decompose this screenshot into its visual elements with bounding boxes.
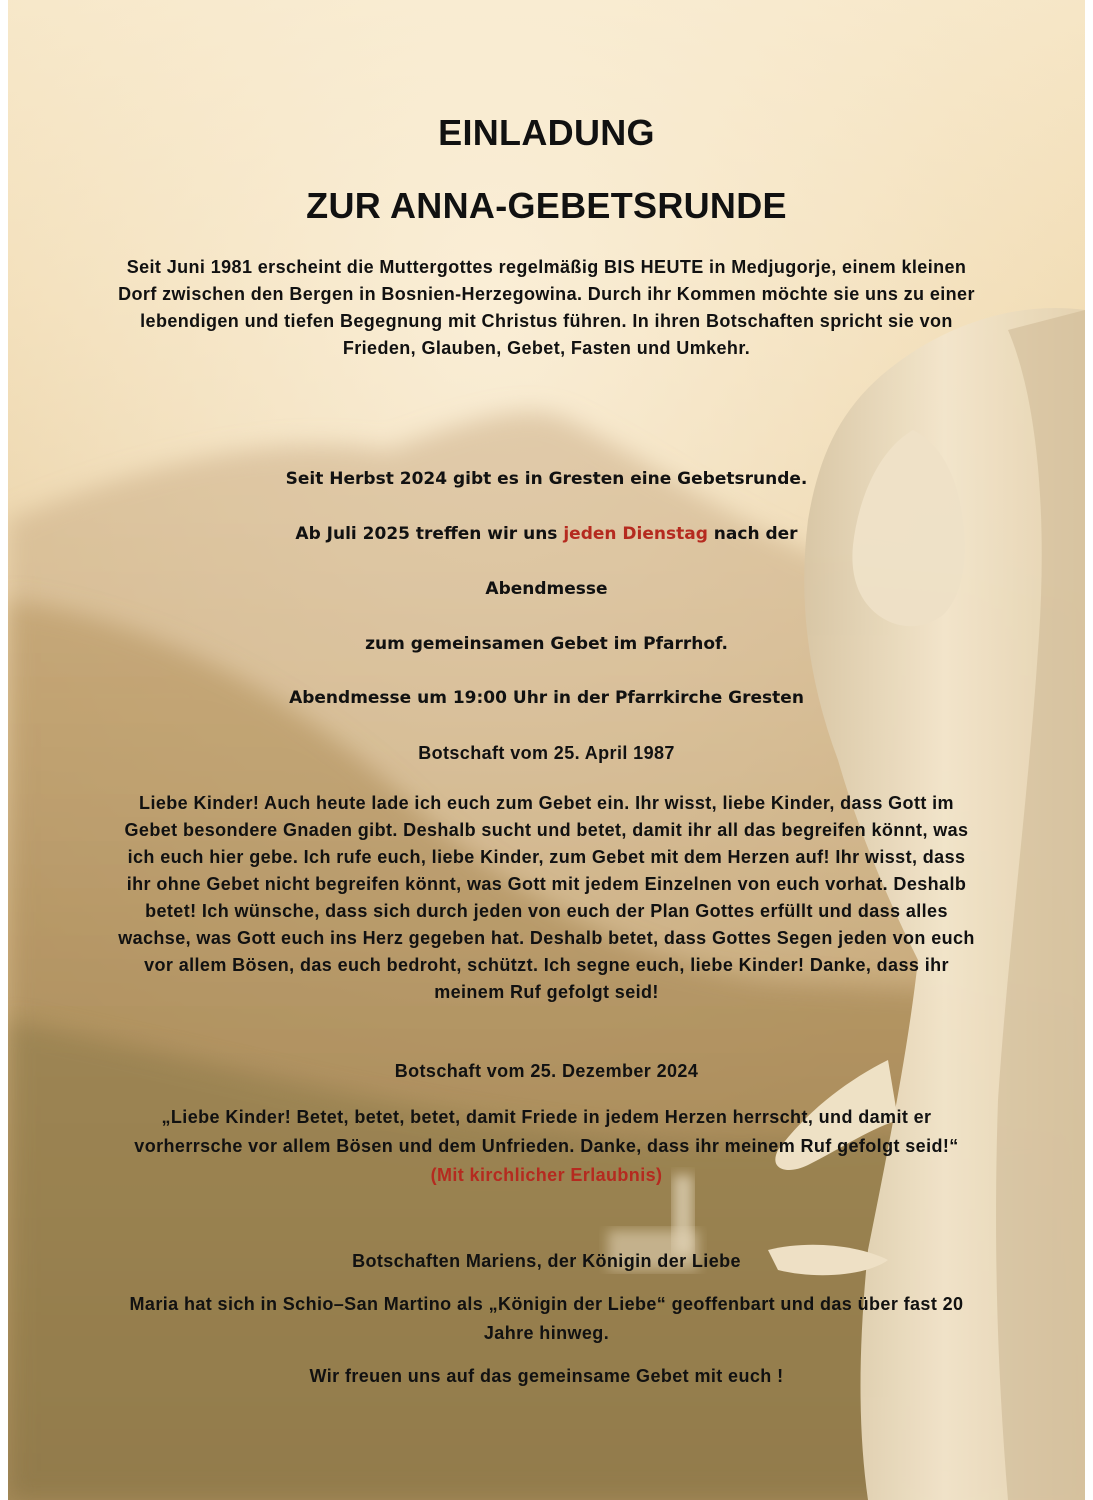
- closing-heading: Botschaften Mariens, der Königin der Liebe: [352, 1251, 741, 1271]
- meeting-line-2-post: nach der: [707, 524, 798, 544]
- meeting-line-2: [8, 522, 1085, 546]
- message-2-text: „Liebe Kinder! Betet, betet, betet, damit Friede in jedem Herzen herrscht, und damit er vorherrsche vor allem Bösen und dem Unfrieden. Danke, dass ihr meinem Ruf gefolgt seid!“: [134, 1107, 959, 1156]
- message-2-heading: Botschaft vom 25. Dezember 2024: [394, 1061, 699, 1081]
- title-line-2: ZUR ANNA-GEBETSRUNDE: [306, 185, 787, 226]
- meeting-line-1: Seit Herbst 2024 gibt es in Gresten eine Gebetsrunde.: [285, 469, 808, 489]
- meeting-line-3: Abendmesse: [485, 579, 608, 599]
- church-permission-note: (Mit kirchlicher Erlaubnis): [430, 1165, 663, 1185]
- meeting-line-4: zum gemeinsamen Gebet im Pfarrhof.: [365, 634, 728, 654]
- intro-paragraph: Seit Juni 1981 erscheint die Muttergottes regelmäßig BIS HEUTE in Medjugorje, einem kleinen Dorf zwischen den Bergen in Bosnien-Herzegowina. Durch ihr Kommen möchte sie uns zu einer lebendigen und tiefen Begegnung mit Christus führen. In ihren Botschaften spricht sie von Frieden, Glauben, Gebet, Fasten und Umkehr.: [118, 257, 975, 358]
- invitation-content: [8, 0, 1085, 1500]
- closing-final-line: Wir freuen uns auf das gemeinsame Gebet mit euch !: [309, 1366, 784, 1386]
- meeting-day-highlight: jeden Dienstag: [563, 524, 708, 544]
- closing-text: Maria hat sich in Schio–San Martino als „Königin der Liebe“ geoffenbart und das über fast 20 Jahre hinweg.: [129, 1294, 964, 1343]
- message-1-heading: Botschaft vom 25. April 1987: [418, 743, 675, 763]
- title-line-1: EINLADUNG: [438, 112, 655, 153]
- meeting-line-2-pre: Ab Juli 2025 treffen wir uns: [295, 524, 564, 544]
- meeting-line-5: Abendmesse um 19:00 Uhr in der Pfarrkirche Gresten: [289, 688, 804, 708]
- message-2-paragraph: [128, 1103, 965, 1190]
- message-1-text: Liebe Kinder! Auch heute lade ich euch zum Gebet ein. Ihr wisst, liebe Kinder, dass Gott im Gebet besondere Gnaden gibt. Deshalb sucht und betet, damit ihr all das begreifen könnt, was ich euch hier gebe. Ich rufe euch, liebe Kinder, zum Gebet mit dem Herzen auf! Ihr wisst, dass ihr ohne Gebet nicht begreifen könnt, was Gott mit jedem Einzelnen von euch vorhat. Deshalb betet! Ich wünsche, dass sich durch jeden von euch der Plan Gottes erfüllt und dass alles wachse, was Gott euch ins Herz gegeben hat. Deshalb betet, dass Gottes Segen jeden von euch vor allem Bösen, das euch bedroht, schützt. Ich segne euch, liebe Kinder! Danke, dass ihr meinem Ruf gefolgt seid!: [118, 793, 975, 1002]
- invitation-page: [8, 0, 1085, 1500]
